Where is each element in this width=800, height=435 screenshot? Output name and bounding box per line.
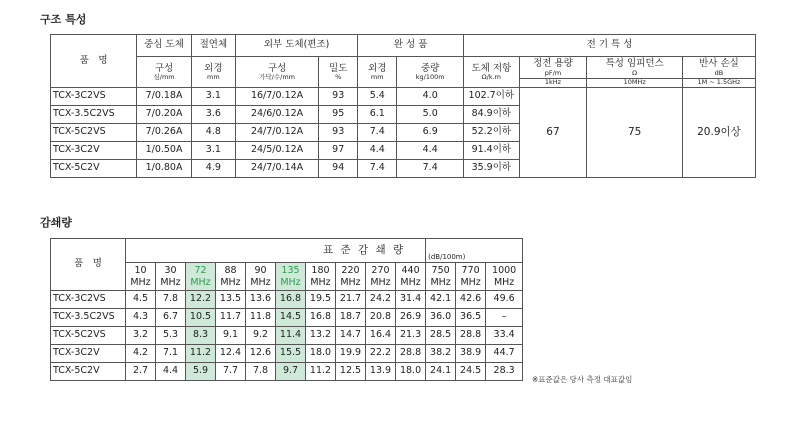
freq-header: 750 MHz [426, 263, 456, 291]
product-name: TCX-5C2V [51, 160, 137, 178]
attenuation-value: 14.7 [336, 327, 366, 345]
weight: 4.4 [397, 142, 464, 160]
density: 93 [319, 88, 358, 106]
product-name: TCX-3.5C2VS [51, 106, 137, 124]
attenuation-value: 9.7 [276, 363, 306, 381]
attenuation-value: 24.1 [426, 363, 456, 381]
attenuation-table [50, 238, 523, 381]
outer-comp: 24/5/0.12A [235, 142, 318, 160]
outer-comp: 24/6/0.12A [235, 106, 318, 124]
attenuation-value: 4.3 [126, 309, 156, 327]
capacitance-header: 정전 용량 pF/m [519, 57, 587, 79]
table-row [51, 291, 523, 309]
insulator-header: 절연체 [191, 35, 235, 57]
attenuation-value: 11.7 [216, 309, 246, 327]
density: 95 [319, 106, 358, 124]
attenuation-value: 18.0 [396, 363, 426, 381]
attenuation-value: 13.9 [366, 363, 396, 381]
product-name: TCX-5C2V [51, 363, 126, 381]
table-row [51, 363, 523, 381]
freq-header: 90 MHz [246, 263, 276, 291]
ins-dia: 4.8 [191, 124, 235, 142]
product-name: TCX-3C2VS [51, 88, 137, 106]
attenuation-value: 42.1 [426, 291, 456, 309]
density: 97 [319, 142, 358, 160]
ins-dia: 3.1 [191, 88, 235, 106]
freq-header: 30 MHz [156, 263, 186, 291]
resistance: 84.9이하 [464, 106, 519, 124]
attenuation-value: 12.6 [246, 345, 276, 363]
center-conductor-header: 중심 도체 [137, 35, 191, 57]
table-row [51, 309, 523, 327]
attenuation-value: 7.7 [216, 363, 246, 381]
electrical-header: 전 기 특 성 [464, 35, 756, 57]
product-name: TCX-3C2V [51, 345, 126, 363]
product-name: TCX-3C2V [51, 142, 137, 160]
weight: 4.0 [397, 88, 464, 106]
outer-comp: 16/7/0.12A [235, 88, 318, 106]
attenuation-unit: (dB/100m) [426, 239, 523, 263]
attenuation-value: 21.3 [396, 327, 426, 345]
ins-dia: 3.1 [191, 142, 235, 160]
attenuation-value: 11.2 [306, 363, 336, 381]
fin-dia: 6.1 [358, 106, 397, 124]
attenuation-value: 4.4 [156, 363, 186, 381]
density-header: 밀도 % [319, 57, 358, 88]
outer-comp: 24/7/0.14A [235, 160, 318, 178]
table-row [51, 345, 523, 363]
attenuation-value: 13.6 [246, 291, 276, 309]
attenuation-value: 14.5 [276, 309, 306, 327]
standard-attenuation-header: 표 준 감 쇄 량 [126, 239, 426, 263]
attenuation-value: 18.0 [306, 345, 336, 363]
attenuation-value: 22.2 [366, 345, 396, 363]
attenuation-value: 36.5 [456, 309, 486, 327]
attenuation-value: 49.6 [486, 291, 523, 309]
outer-comp-header: 구성 가닥/수/mm [235, 57, 318, 88]
attenuation-value: 13.5 [216, 291, 246, 309]
attenuation-value: 8.3 [186, 327, 216, 345]
attenuation-value: 38.9 [456, 345, 486, 363]
outer-conductor-header: 외부 도체(편조) [235, 35, 357, 57]
attenuation-value: 28.8 [456, 327, 486, 345]
fin-dia: 5.4 [358, 88, 397, 106]
attenuation-value: 7.1 [156, 345, 186, 363]
impedance-header: 특성 임피던스 Ω [587, 57, 683, 79]
freq-header: 220 MHz [336, 263, 366, 291]
attenuation-value: 15.5 [276, 345, 306, 363]
attenuation-value: 28.8 [396, 345, 426, 363]
product-name: TCX-5C2VS [51, 327, 126, 345]
product-header: 품 명 [51, 239, 126, 291]
attenuation-value: 9.1 [216, 327, 246, 345]
return-loss-freq: 1M ~ 1.5GHz [682, 79, 755, 88]
attenuation-value: 19.9 [336, 345, 366, 363]
impedance-value: 75 [587, 88, 683, 178]
table-row [51, 88, 756, 106]
attenuation-value: 4.2 [126, 345, 156, 363]
attenuation-value: 12.2 [186, 291, 216, 309]
ins-dia: 3.6 [191, 106, 235, 124]
attenuation-value: 7.8 [156, 291, 186, 309]
attenuation-value: 33.4 [486, 327, 523, 345]
finished-header: 완 성 품 [358, 35, 464, 57]
center-comp: 7/0.18A [137, 88, 191, 106]
resistance-header: 도체 저항 Ω/k.m [464, 57, 519, 88]
attenuation-value: 36.0 [426, 309, 456, 327]
attenuation-value: 26.9 [396, 309, 426, 327]
ins-dia-header: 외경 mm [191, 57, 235, 88]
attenuation-value: 28.3 [486, 363, 523, 381]
density: 93 [319, 124, 358, 142]
attenuation-value: 12.4 [216, 345, 246, 363]
product-header: 품 명 [51, 35, 137, 88]
resistance: 52.2이하 [464, 124, 519, 142]
return-loss-header: 반사 손실 dB [682, 57, 755, 79]
freq-header: 10 MHz [126, 263, 156, 291]
attenuation-value: 21.7 [336, 291, 366, 309]
freq-header: 88 MHz [216, 263, 246, 291]
center-comp: 7/0.20A [137, 106, 191, 124]
center-comp: 1/0.80A [137, 160, 191, 178]
attenuation-value: 16.4 [366, 327, 396, 345]
attenuation-value: 44.7 [486, 345, 523, 363]
fin-dia: 4.4 [358, 142, 397, 160]
resistance: 35.9이하 [464, 160, 519, 178]
attenuation-value: 5.9 [186, 363, 216, 381]
product-name: TCX-3.5C2VS [51, 309, 126, 327]
resistance: 102.7이하 [464, 88, 519, 106]
center-comp: 1/0.50A [137, 142, 191, 160]
weight-header: 중량 kg/100m [397, 57, 464, 88]
attenuation-value: 42.6 [456, 291, 486, 309]
attenuation-value: 28.5 [426, 327, 456, 345]
section-title-structure: 구조 특성 [40, 13, 87, 26]
section-title-attenuation: 감쇄량 [40, 216, 72, 229]
fin-dia: 7.4 [358, 124, 397, 142]
center-comp-header: 구성 심/mm [137, 57, 191, 88]
resistance: 91.4이하 [464, 142, 519, 160]
weight: 5.0 [397, 106, 464, 124]
center-comp: 7/0.26A [137, 124, 191, 142]
attenuation-value: 7.8 [246, 363, 276, 381]
table-row [51, 327, 523, 345]
freq-header: 270 MHz [366, 263, 396, 291]
attenuation-value: 16.8 [276, 291, 306, 309]
attenuation-value: 11.4 [276, 327, 306, 345]
attenuation-value: 12.5 [336, 363, 366, 381]
attenuation-value: 20.8 [366, 309, 396, 327]
fin-dia-header: 외경 mm [358, 57, 397, 88]
product-name: TCX-5C2VS [51, 124, 137, 142]
measurement-note: ※표준값은 당사 측정 대표값임 [532, 375, 633, 384]
attenuation-value: 2.7 [126, 363, 156, 381]
attenuation-value: 24.2 [366, 291, 396, 309]
weight: 6.9 [397, 124, 464, 142]
density: 94 [319, 160, 358, 178]
freq-header: 1000 MHz [486, 263, 523, 291]
attenuation-value: 24.5 [456, 363, 486, 381]
attenuation-value: 19.5 [306, 291, 336, 309]
capacitance-value: 67 [519, 88, 587, 178]
capacitance-freq: 1kHz [519, 79, 587, 88]
attenuation-value: – [486, 309, 523, 327]
attenuation-value: 4.5 [126, 291, 156, 309]
ins-dia: 4.9 [191, 160, 235, 178]
attenuation-value: 6.7 [156, 309, 186, 327]
freq-header: 770 MHz [456, 263, 486, 291]
attenuation-value: 13.2 [306, 327, 336, 345]
attenuation-value: 11.8 [246, 309, 276, 327]
outer-comp: 24/7/0.12A [235, 124, 318, 142]
structure-table [50, 34, 756, 178]
attenuation-value: 10.5 [186, 309, 216, 327]
attenuation-value: 11.2 [186, 345, 216, 363]
fin-dia: 7.4 [358, 160, 397, 178]
freq-header-highlight: 72 MHz [186, 263, 216, 291]
impedance-freq: 10MHz [587, 79, 683, 88]
product-name: TCX-3C2VS [51, 291, 126, 309]
attenuation-value: 31.4 [396, 291, 426, 309]
return-loss-value: 20.9이상 [682, 88, 755, 178]
attenuation-value: 9.2 [246, 327, 276, 345]
weight: 7.4 [397, 160, 464, 178]
attenuation-value: 5.3 [156, 327, 186, 345]
attenuation-value: 3.2 [126, 327, 156, 345]
freq-header: 440 MHz [396, 263, 426, 291]
freq-header-highlight: 135 MHz [276, 263, 306, 291]
attenuation-value: 16.8 [306, 309, 336, 327]
attenuation-value: 18.7 [336, 309, 366, 327]
freq-header: 180 MHz [306, 263, 336, 291]
attenuation-value: 38.2 [426, 345, 456, 363]
